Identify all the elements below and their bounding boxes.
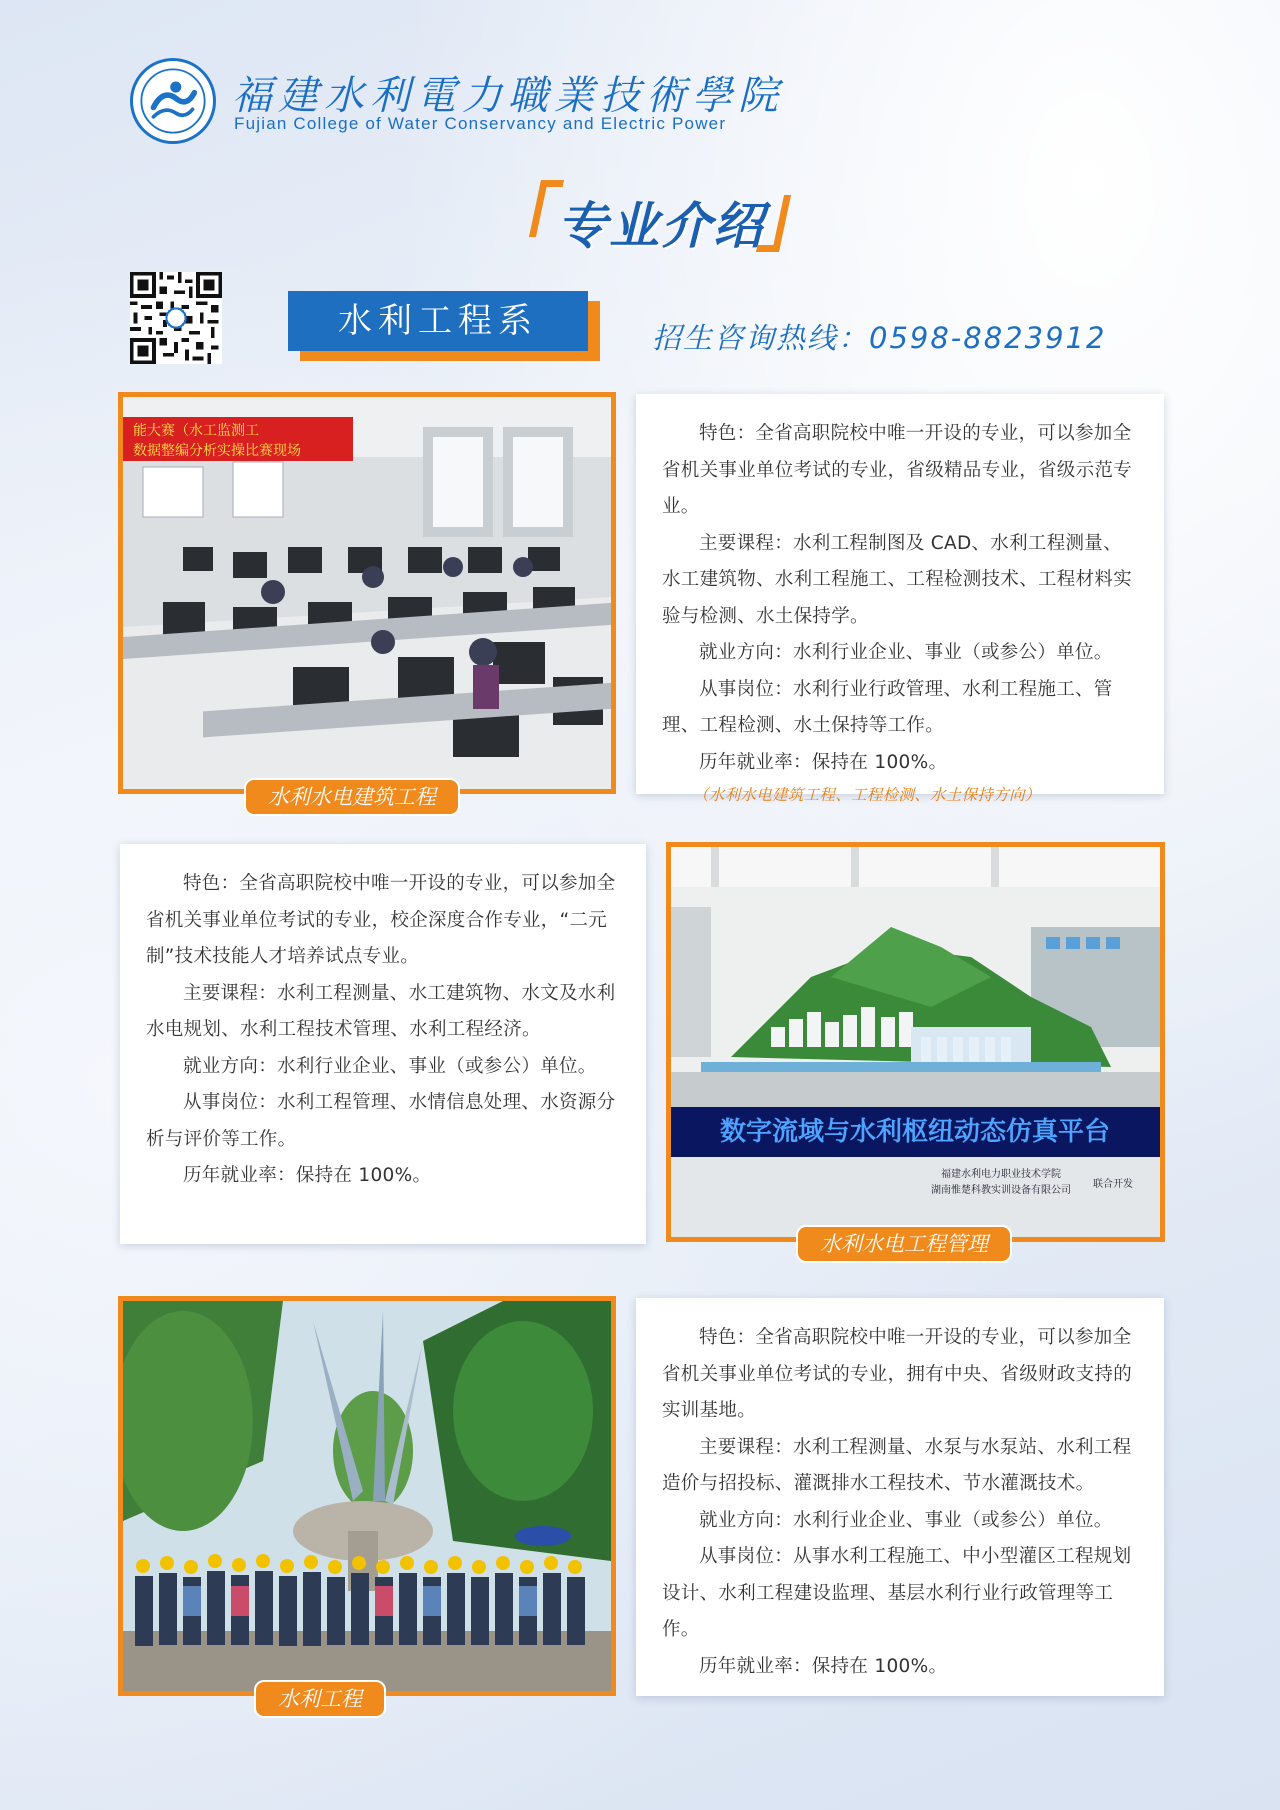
p1-rate: 历年就业率：保持在 100%。 — [699, 751, 948, 773]
p2-rate: 历年就业率：保持在 100%。 — [183, 1165, 432, 1186]
p3-courses: 主要课程：水利工程测量、水泵与水泵站、水利工程造价与招投标、灌溉排水工程技术、节水灌溉技术。 — [662, 1436, 1132, 1494]
caption-program-1: 水利水电建筑工程 — [244, 778, 460, 816]
banner-text-1: 能大赛（水工监测工 — [133, 423, 259, 439]
p3-feature: 特色：全省高职院校中唯一开设的专业，可以参加全省机关事业单位考试的专业，拥有中央、省级财政支持的实训基地。 — [662, 1327, 1133, 1421]
school-name-en: Fujian College of Water Conservancy and Electric Power — [234, 114, 727, 133]
sign-small-2: 湖南惟楚科教实训设备有限公司 — [931, 1185, 1071, 1196]
p1-note: （水利水电建筑工程、工程检测、水土保持方向） — [693, 786, 1041, 804]
department-name: 水利工程系 — [288, 291, 588, 351]
program-3-card — [636, 1298, 1164, 1696]
section-title-text: 专业介绍 — [557, 197, 765, 255]
platform-sign: 数字流域与水利枢纽动态仿真平台 — [719, 1117, 1111, 1147]
sign-small-3: 联合开发 — [1093, 1179, 1133, 1190]
photo-simulation-platform — [666, 842, 1165, 1242]
hotline: 招生咨询热线：0598-8823912 — [652, 321, 1107, 355]
p3-employment: 就业方向：水利行业企业、事业（或参公）单位。 — [699, 1509, 1113, 1531]
p1-employment: 就业方向：水利行业企业、事业（或参公）单位。 — [699, 642, 1113, 663]
p1-positions: 从事岗位：水利行业行政管理、水利工程施工、管理、工程检测、水土保持等工作。 — [662, 678, 1113, 736]
photo-field-trip — [118, 1296, 616, 1696]
sign-small-1: 福建水利电力职业技术学院 — [941, 1169, 1061, 1180]
program-2-card — [120, 844, 646, 1244]
p3-positions: 从事岗位：从事水利工程施工、中小型灌区工程规划设计、水利工程建设监理、基层水利行业行政管理等工作。 — [662, 1546, 1132, 1640]
caption-program-3: 水利工程 — [254, 1680, 386, 1718]
p1-feature: 特色：全省高职院校中唯一开设的专业，可以参加全省机关事业单位考试的专业，省级精品专业，省级示范专业。 — [662, 423, 1133, 517]
school-name-cn: 福建水利電力職業技術學院 — [232, 73, 784, 119]
section-title — [535, 180, 785, 255]
p2-courses: 主要课程：水利工程测量、水工建筑物、水文及水利水电规划、水利工程技术管理、水利工程经济。 — [146, 982, 616, 1040]
college-logo-icon — [130, 58, 216, 144]
caption-program-2: 水利水电工程管理 — [796, 1225, 1012, 1263]
p3-rate: 历年就业率：保持在 100%。 — [699, 1655, 948, 1677]
p2-employment: 就业方向：水利行业企业、事业（或参公）单位。 — [183, 1055, 597, 1077]
banner-text-2: 数据整编分析实操比赛现场 — [133, 443, 301, 459]
qr-code-icon — [130, 272, 222, 364]
department-banner — [288, 291, 600, 361]
program-1-card — [636, 394, 1164, 804]
photo-computer-lab — [118, 392, 616, 794]
p1-courses: 主要课程：水利工程制图及 CAD、水利工程测量、水工建筑物、水利工程施工、工程检测技术、工程材料实验与检测、水土保持学。 — [662, 532, 1133, 627]
p2-positions: 从事岗位：水利工程管理、水情信息处理、水资源分析与评价等工作。 — [146, 1092, 616, 1150]
p2-feature: 特色：全省高职院校中唯一开设的专业，可以参加全省机关事业单位考试的专业，校企深度合作专业，“二元制”技术技能人才培养试点专业。 — [146, 873, 616, 967]
